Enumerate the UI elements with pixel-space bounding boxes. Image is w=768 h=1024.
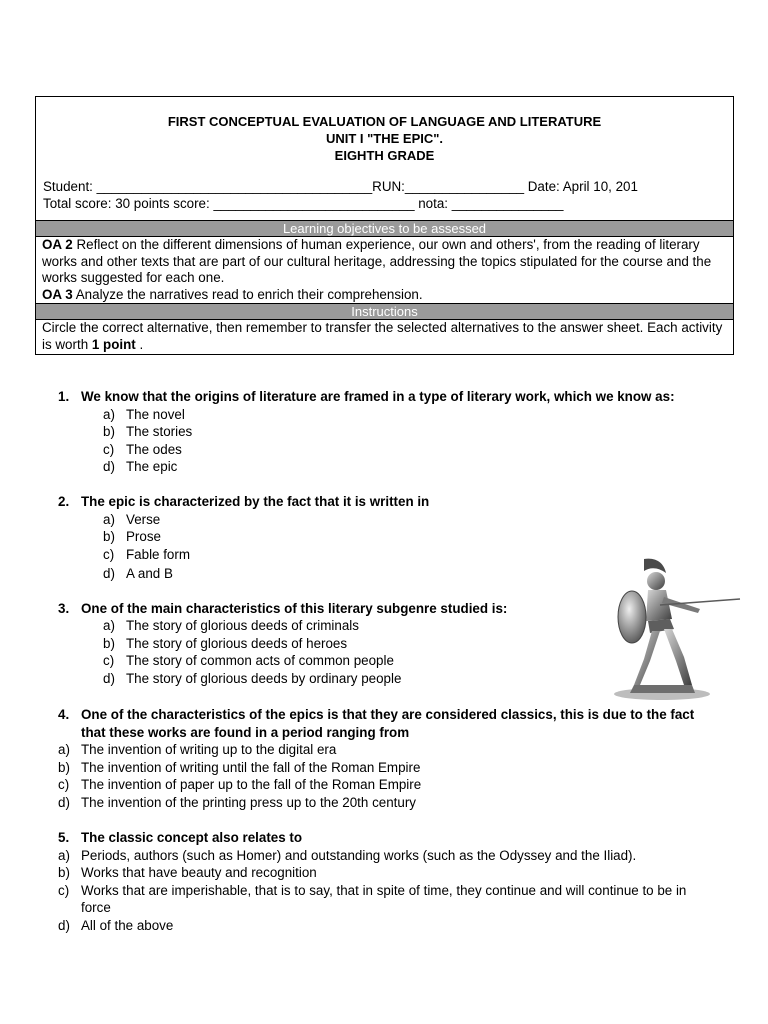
instructions-end: .: [135, 336, 144, 352]
question-text: One of the main characteristics of this literary subgenre studied is:: [81, 601, 508, 616]
option-text: The invention of writing until the fall of the Roman Empire: [81, 760, 421, 775]
objectives-heading: Learning objectives to be assessed: [36, 220, 733, 237]
option-3a[interactable]: [103, 617, 359, 635]
option-letter: b): [103, 529, 115, 544]
option-5b[interactable]: [58, 864, 317, 882]
instructions-points: 1 point: [91, 336, 136, 352]
option-letter: d): [58, 795, 70, 810]
option-letter: d): [103, 566, 115, 581]
instructions-body: Circle the correct alternative, then remember to transfer the selected alternatives to the answer sheet. Each activity is worth: [42, 320, 723, 352]
score-line[interactable]: Total score: 30 points score: ___________________________ nota: _______________: [43, 196, 564, 211]
question-4: [58, 706, 694, 741]
torso: [646, 590, 672, 621]
option-letter: b): [58, 865, 70, 880]
question-text-line-2: that these works are found in a period ranging from: [81, 724, 410, 740]
option-text: The invention of paper up to the fall of the Roman Empire: [81, 777, 422, 792]
question-number: 4.: [58, 707, 70, 722]
question-number: 1.: [58, 389, 70, 404]
question-1: [58, 388, 675, 406]
option-4b[interactable]: [58, 759, 420, 777]
helmet-crest: [644, 559, 666, 573]
question-text-line-1: One of the characteristics of the epics is that they are considered classics, this is due to the fact: [81, 707, 695, 722]
option-text: Verse: [126, 512, 161, 527]
option-text: The story of common acts of common people: [126, 653, 394, 668]
option-letter: a): [103, 512, 115, 527]
option-letter: d): [103, 459, 115, 474]
option-text: The invention of the printing press up to the 20th century: [81, 795, 416, 810]
option-4d[interactable]: [58, 794, 416, 812]
option-1c[interactable]: [103, 441, 182, 459]
title-line-2: UNIT I "THE EPIC".: [325, 131, 444, 146]
question-number: 2.: [58, 494, 70, 509]
right-leg: [664, 629, 692, 685]
option-3c[interactable]: [103, 652, 394, 670]
oa2-text: Reflect on the different dimensions of human experience, our own and others', from the reading of literary works and other texts that are part of our cultural heritage, addressing the topics stipulated for the course and the works suggested for each one.: [42, 237, 712, 285]
option-text: The epic: [126, 459, 178, 474]
option-letter: a): [58, 742, 70, 757]
option-2d[interactable]: [103, 565, 173, 583]
option-1a[interactable]: [103, 406, 185, 424]
figurine-base: [630, 685, 695, 693]
option-letter: c): [103, 547, 115, 562]
oa3-objective: [42, 287, 727, 304]
option-1b[interactable]: [103, 423, 192, 441]
spartan-warrior-figurine-image: [600, 557, 742, 702]
option-letter: c): [103, 653, 115, 668]
option-5a[interactable]: [58, 847, 636, 865]
option-letter: b): [58, 760, 70, 775]
option-letter: a): [58, 848, 70, 863]
option-text: The stories: [126, 424, 193, 439]
option-letter: c): [58, 777, 70, 792]
shield: [618, 591, 646, 643]
option-text: The story of glorious deeds of criminals: [126, 618, 359, 633]
helmet: [647, 572, 665, 590]
option-text-line-2: force: [81, 900, 111, 915]
question-number: 3.: [58, 601, 70, 616]
option-text: All of the above: [81, 918, 174, 933]
option-text: The invention of writing up to the digital era: [81, 742, 337, 757]
option-3b[interactable]: [103, 635, 347, 653]
option-letter: b): [103, 636, 115, 651]
option-text: Fable form: [126, 547, 190, 562]
option-text: Works that have beauty and recognition: [81, 865, 317, 880]
oa3-text: Analyze the narratives read to enrich their comprehension.: [72, 286, 423, 302]
option-text: The story of glorious deeds by ordinary people: [126, 671, 402, 686]
option-5c[interactable]: [58, 882, 686, 900]
oa2-label: OA 2: [42, 237, 73, 252]
exam-title: [36, 97, 733, 164]
instructions-text: [36, 320, 733, 354]
option-text: Periods, authors (such as Homer) and outstanding works (such as the Odyssey and the Iliad).: [81, 848, 637, 863]
option-letter: d): [58, 918, 70, 933]
question-number: 5.: [58, 830, 70, 845]
objectives-text: [36, 237, 733, 303]
title-line-1: FIRST CONCEPTUAL EVALUATION OF LANGUAGE AND LITERATURE: [167, 114, 602, 129]
option-text: The story of glorious deeds of heroes: [126, 636, 348, 651]
option-4c[interactable]: [58, 776, 421, 794]
option-letter: d): [103, 671, 115, 686]
option-3d[interactable]: [103, 670, 401, 688]
option-text: The odes: [126, 442, 182, 457]
question-2: [58, 493, 429, 511]
oa2-objective: [42, 237, 727, 287]
option-2a[interactable]: [103, 511, 160, 529]
question-5: [58, 829, 302, 847]
option-letter: b): [103, 424, 115, 439]
oa3-label: OA 3: [42, 286, 73, 302]
option-letter: a): [103, 407, 115, 422]
option-letter: c): [103, 442, 115, 457]
option-text: Prose: [126, 529, 161, 544]
title-line-3: EIGHTH GRADE: [334, 148, 435, 163]
question-text: The epic is characterized by the fact that it is written in: [81, 494, 430, 509]
option-text-line-1: Works that are imperishable, that is to say, that in spite of time, they continue and will continue to be in: [81, 883, 687, 898]
student-fields: [36, 164, 733, 212]
option-5d[interactable]: [58, 917, 173, 935]
option-text: The novel: [126, 407, 185, 422]
exam-header-box: [35, 96, 734, 355]
option-5c-continuation: [81, 899, 111, 917]
option-2c[interactable]: [103, 546, 190, 564]
question-text: We know that the origins of literature are framed in a type of literary work, which we know as:: [81, 389, 675, 404]
option-letter: a): [103, 618, 115, 633]
option-letter: c): [58, 883, 70, 898]
instructions-heading: Instructions: [36, 303, 733, 320]
option-text: A and B: [126, 566, 173, 581]
option-2b[interactable]: [103, 528, 161, 546]
student-line[interactable]: Student: _____________________________________RUN:________________ Date: April 10, 201: [43, 179, 638, 194]
question-3: [58, 600, 507, 618]
question-text: The classic concept also relates to: [81, 830, 303, 845]
option-4a[interactable]: [58, 741, 336, 759]
option-1d[interactable]: [103, 458, 177, 476]
